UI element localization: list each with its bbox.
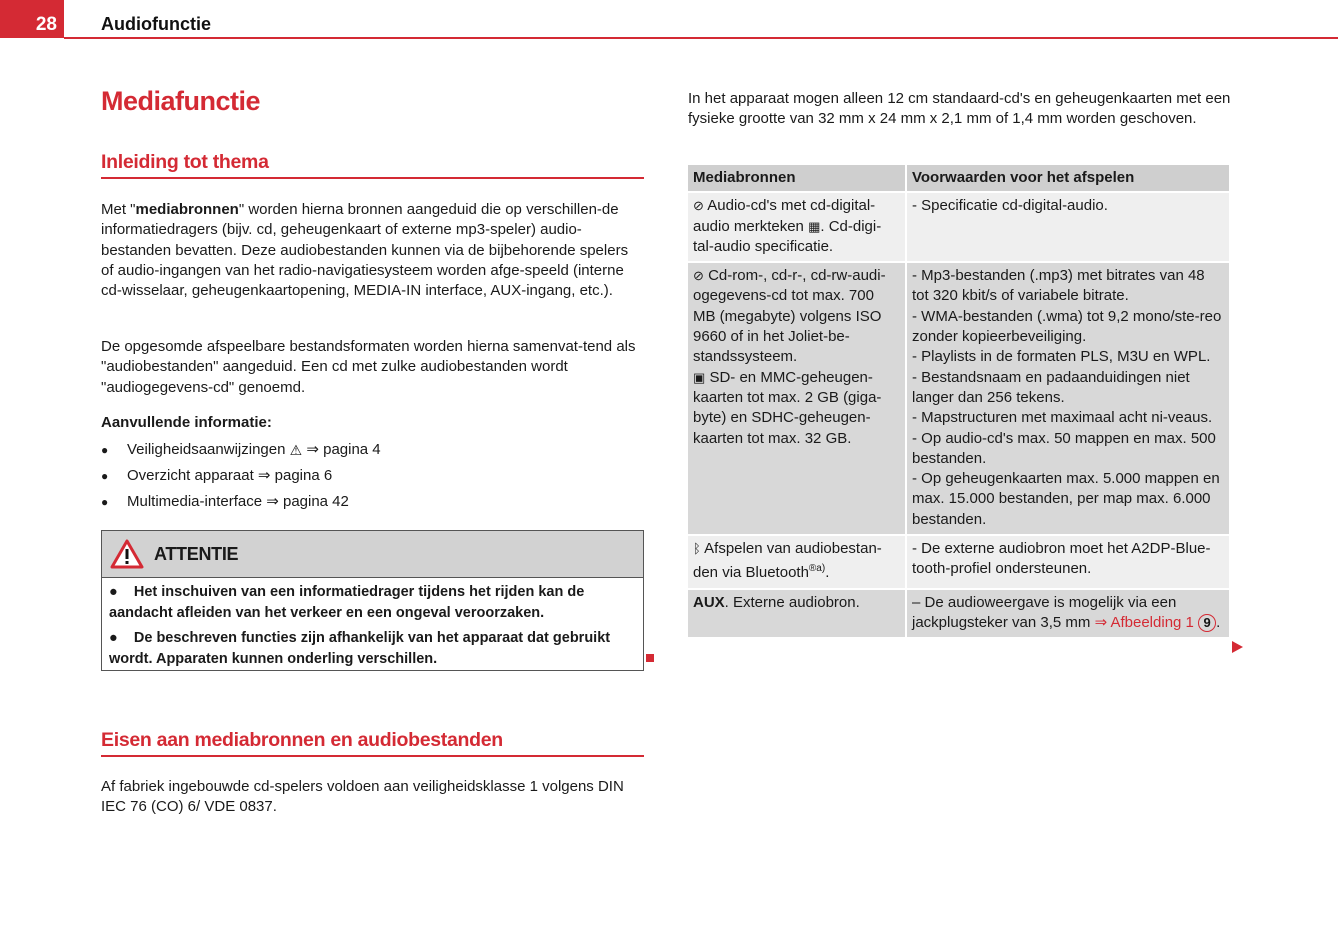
attention-header	[102, 531, 643, 578]
attention-box	[101, 530, 644, 671]
additional-info-heading: Aanvullende informatie:	[101, 414, 272, 431]
table-row	[688, 535, 1230, 589]
conditions-cell: - Specificatie cd-digital-audio.	[906, 192, 1230, 262]
warning-triangle-icon	[110, 539, 144, 569]
media-size-paragraph: In het apparaat mogen alleen 12 cm standaard-cd's en geheugenkaarten met een fysieke grootte van 32 mm x 24 mm x 2,1 mm of 1,4 mm worden geschoven.	[688, 90, 1231, 128]
sd-card-icon: ▣	[693, 369, 706, 385]
reference-list	[101, 440, 644, 518]
table-header-row	[688, 165, 1230, 192]
warning-triangle-icon: ⚠	[289, 442, 303, 458]
reference-item[interactable]: ● Multimedia-interface ⇒ pagina 42	[101, 493, 349, 510]
bullet-icon: ●	[101, 469, 109, 483]
column-header-conditions: Voorwaarden voor het afspelen	[906, 165, 1230, 192]
figure-reference-link[interactable]: ⇒ Afbeelding 1	[1094, 613, 1194, 631]
column-header-sources: Mediabronnen	[688, 165, 906, 192]
formats-paragraph: De opgesomde afspeelbare bestandsformaten worden hierna samenvat-tend als "audiobestanden" aangeduid. Een cd met zulke audiobestanden wordt "audiogegevens-cd" genoemd.	[101, 338, 636, 396]
page-title: Mediafunctie	[101, 86, 261, 116]
section-end-marker	[646, 654, 654, 662]
source-cell: ᛒ Afspelen van audiobestan-den via Bluetooth$^{®a)}$.	[688, 535, 906, 589]
attention-item: ● Het inschuiven van een informatiedrager tijdens het rijden kan de aandacht afleiden van het verkeer en een ongeval veroorzaken.	[109, 584, 585, 621]
cd-icon: ⊘	[693, 268, 704, 284]
attention-body	[102, 578, 643, 678]
page-header	[0, 0, 1338, 40]
section-heading-requirements: Eisen aan mediabronnen en audiobestanden	[101, 729, 644, 757]
chapter-title: Audiofunctie	[101, 14, 211, 34]
source-cell: ⊘ Cd-rom-, cd-r-, cd-rw-audi-ogegevens-cd tot max. 700 MB (megabyte) volgens ISO 9660 of in het Joliet-be-standssysteem. ▣ SD- en MMC-geheugen-kaarten tot max. 2 GB (giga-byte) en SDHC-geheugen-kaarten tot max. 32 GB.	[688, 262, 906, 535]
table-row	[688, 262, 1230, 535]
attention-title: ATTENTIE	[154, 543, 239, 564]
term-mediabronnen: mediabronnen	[135, 201, 239, 218]
cd-icon: ⊘	[693, 198, 704, 214]
page-number: 28	[0, 0, 64, 38]
bullet-icon: ●	[101, 495, 109, 509]
source-cell: AUX. Externe audiobron.	[688, 589, 906, 639]
continue-arrow-icon	[1232, 641, 1243, 653]
conditions-cell: - De externe audiobron moet het A2DP-Blue-tooth-profiel ondersteunen.	[906, 535, 1230, 589]
cd-digital-audio-logo-icon: ▦	[808, 218, 821, 234]
conditions-cell: – De audioweergave is mogelijk via een jackplugsteker van 3,5 mm ⇒ Afbeelding 1 9 .	[906, 589, 1230, 639]
reference-item[interactable]: ● Overzicht apparaat ⇒ pagina 6	[101, 467, 333, 484]
page-reference-link[interactable]: ⇒ pagina 4	[306, 441, 381, 458]
bullet-icon: ●	[101, 443, 109, 457]
table-row	[688, 192, 1230, 262]
source-cell: ⊘ Audio-cd's met cd-digital-audio merkteken ▦. Cd-digi-tal-audio specificatie.	[688, 192, 906, 262]
section-heading-intro: Inleiding tot thema	[101, 151, 644, 179]
header-divider	[64, 37, 1338, 39]
page-reference-link[interactable]: ⇒ pagina 6	[257, 467, 333, 484]
conditions-cell: - Mp3-bestanden (.mp3) met bitrates van 48 tot 320 kbit/s of variabele bitrate. - WMA-bestanden (.wma) tot 9,2 mono/ste-reo zonder kopieerbeveiliging. - Playlists in de formaten PLS, M3U en WPL. - Bestandsnaam en padaanduidingen niet langer dan 256 tekens. - Mapstructuren met maximaal acht ni-veaus. - Op audio-cd's max. 50 mappen en max. 500 bestanden. - Op geheugenkaarten max. 5.000 mappen en max. 15.000 bestanden, per map max. 6.000 bestanden.	[906, 262, 1230, 535]
attention-item: ● De beschreven functies zijn afhankelijk van het apparaat dat gebruikt wordt. Apparaten kunnen onderling verschillen.	[109, 630, 611, 667]
intro-paragraph: Met "mediabronnen" worden hierna bronnen aangeduid die op verschillen-de informatiedragers (bijv. cd, geheugenkaart of externe mp3-speler) audio-bestanden bevatten. Deze audiobestanden kunnen via de bijbehorende spelers of audio-ingangen van het radio-navigatiesysteem worden afge-speeld (interne cd-wisselaar, geheugenkaartopening, MEDIA-IN interface, AUX-ingang, etc.).	[101, 201, 629, 300]
bluetooth-icon: ᛒ	[693, 541, 701, 557]
table-row	[688, 589, 1230, 639]
callout-number: 9	[1198, 614, 1216, 632]
media-sources-table	[688, 165, 1231, 639]
requirements-paragraph: Af fabriek ingebouwde cd-spelers voldoen aan veiligheidsklasse 1 volgens DIN IEC 76 (CO) 6/ VDE 0837.	[101, 778, 624, 816]
reference-item[interactable]: ● Veiligheidsaanwijzingen ⚠ ⇒ pagina 4	[101, 441, 381, 458]
page-reference-link[interactable]: ⇒ pagina 42	[266, 493, 349, 510]
